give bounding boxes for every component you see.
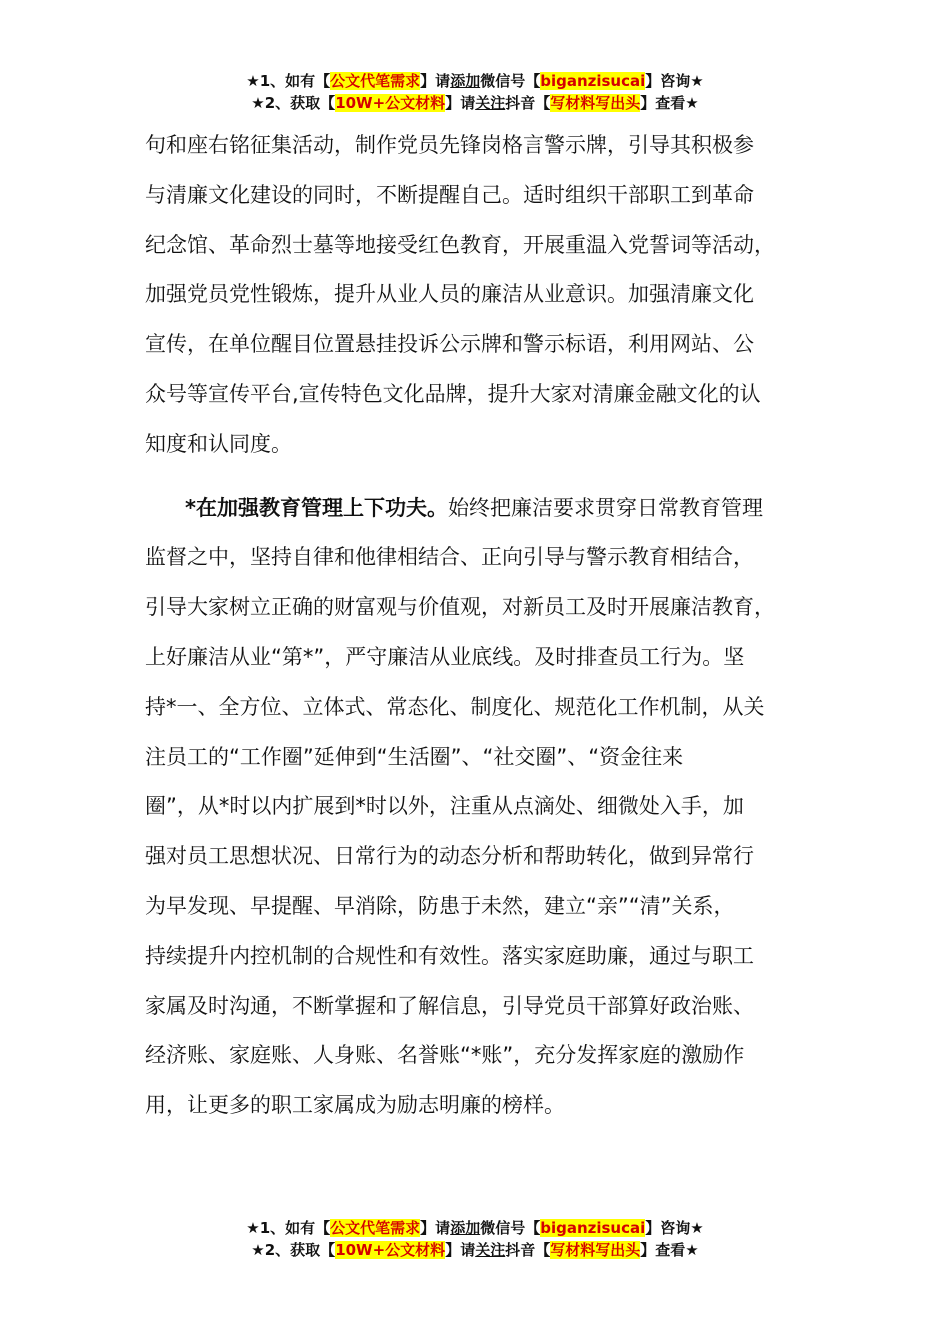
banner-text: 关注 xyxy=(475,94,506,112)
paragraph-2 xyxy=(145,484,835,1131)
banner-text: 】请 xyxy=(420,1219,451,1237)
banner-highlight: 10W+公文材料 xyxy=(335,94,446,112)
text-line: 注员工的“工作圈”延伸到“生活圈”、“社交圈”、“资金往来 xyxy=(145,744,684,769)
text-line: 上好廉洁从业“第*”，严守廉洁从业底线。及时排查员工行为。坚 xyxy=(145,644,745,669)
text-line: 经济账、家庭账、人身账、名誉账“*账”，充分发挥家庭的激励作 xyxy=(145,1043,745,1068)
banner-text: 】咨询★ xyxy=(645,72,704,90)
banner-highlight: 公文代笔需求 xyxy=(330,72,421,90)
banner-text: 】查看★ xyxy=(640,1241,699,1259)
text-line: 引导大家树立正确的财富观与价值观，对新员工及时开展廉洁教育， xyxy=(145,595,775,620)
text-line: 监督之中，坚持自律和他律相结合、正向引导与警示教育相结合， xyxy=(145,545,754,570)
banner-text: 】查看★ xyxy=(640,94,699,112)
banner-text: ★2、获取【 xyxy=(251,94,336,112)
banner-line-2 xyxy=(0,92,950,114)
banner-text: ★2、获取【 xyxy=(251,1241,336,1259)
section-lead: *在加强教育管理上下功夫。 xyxy=(185,495,448,520)
banner-text: 添加 xyxy=(450,1219,481,1237)
banner-text: 添加 xyxy=(450,72,481,90)
banner-text: ★1、如有【 xyxy=(246,72,331,90)
text-line: 知度和认同度。 xyxy=(145,431,292,456)
text-line: 用，让更多的职工家属成为励志明廉的榜样。 xyxy=(145,1093,565,1118)
banner-highlight: 写材料写出头 xyxy=(550,94,641,112)
banner-text: ★1、如有【 xyxy=(246,1219,331,1237)
text-line: 持续提升内控机制的合规性和有效性。落实家庭助廉，通过与职工 xyxy=(145,943,754,968)
text-line xyxy=(145,484,835,534)
banner-text: 】请 xyxy=(445,94,476,112)
footer-banner xyxy=(0,1217,950,1261)
text-line: 纪念馆、革命烈士墓等地接受红色教育，开展重温入党誓词等活动， xyxy=(145,232,775,257)
text-line: 强对员工思想状况、日常行为的动态分析和帮助转化，做到异常行 xyxy=(145,844,754,869)
text-line: 加强党员党性锻炼，提升从业人员的廉洁从业意识。加强清廉文化 xyxy=(145,282,754,307)
header-banner xyxy=(0,70,950,114)
banner-highlight: biganzisucai xyxy=(540,72,646,90)
banner-highlight: biganzisucai xyxy=(540,1219,646,1237)
text-line: 宣传，在单位醒目位置悬挂投诉公示牌和警示标语，利用网站、公 xyxy=(145,332,754,357)
text-line: 圈”，从*时以内扩展到*时以外，注重从点滴处、细微处入手，加 xyxy=(145,794,744,819)
banner-text: 抖音【 xyxy=(505,94,551,112)
banner-text: 抖音【 xyxy=(505,1241,551,1259)
text-line: 家属及时沟通，不断掌握和了解信息，引导党员干部算好政治账、 xyxy=(145,993,754,1018)
banner-text: 微信号【 xyxy=(480,72,541,90)
banner-text: 】请 xyxy=(420,72,451,90)
banner-text: 】请 xyxy=(445,1241,476,1259)
banner-highlight: 公文代笔需求 xyxy=(330,1219,421,1237)
banner-line-1 xyxy=(0,1217,950,1239)
banner-text: 微信号【 xyxy=(480,1219,541,1237)
banner-text: 】咨询★ xyxy=(645,1219,704,1237)
text-span: 始终把廉洁要求贯穿日常教育管理 xyxy=(447,495,763,520)
text-line: 与清廉文化建设的同时，不断提醒自己。适时组织干部职工到革命 xyxy=(145,182,754,207)
banner-line-2 xyxy=(0,1239,950,1261)
text-line: 持*一、全方位、立体式、常态化、制度化、规范化工作机制，从关 xyxy=(145,694,765,719)
banner-text: 关注 xyxy=(475,1241,506,1259)
document-body xyxy=(145,121,835,1131)
text-line: 为早发现、早提醒、早消除，防患于未然，建立“亲”“清”关系， xyxy=(145,893,735,918)
banner-highlight: 写材料写出头 xyxy=(550,1241,641,1259)
paragraph-1 xyxy=(145,121,835,470)
banner-highlight: 10W+公文材料 xyxy=(335,1241,446,1259)
text-line: 句和座右铭征集活动，制作党员先锋岗格言警示牌，引导其积极参 xyxy=(145,133,754,157)
banner-line-1 xyxy=(0,70,950,92)
text-line: 众号等宣传平台,宣传特色文化品牌，提升大家对清廉金融文化的认 xyxy=(145,381,761,406)
